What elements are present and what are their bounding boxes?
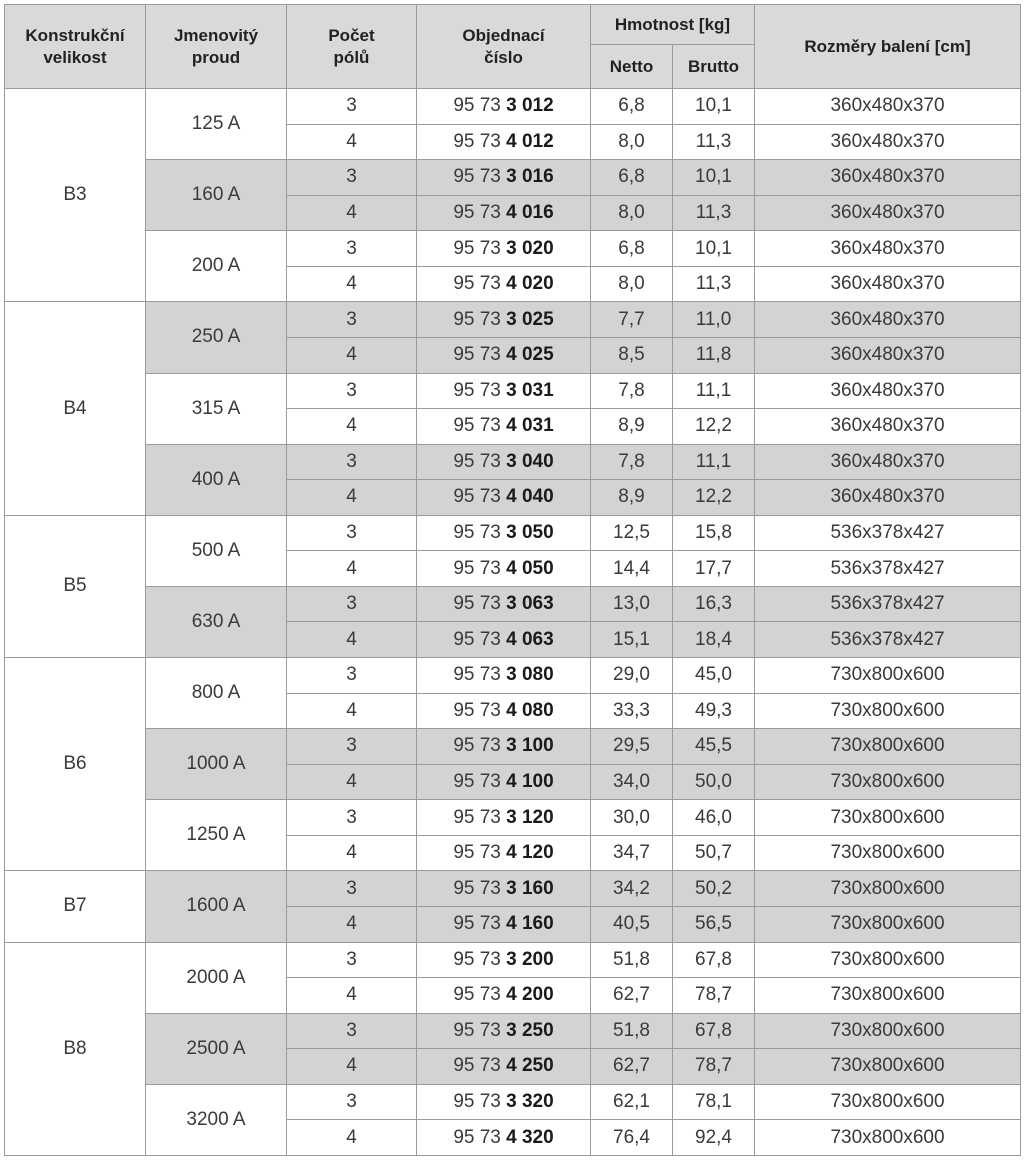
table-body: [5, 89, 1021, 1156]
net-weight-cell: 8,9: [591, 409, 673, 445]
order-suffix: 3 100: [506, 735, 554, 757]
order-prefix: 95 73: [453, 237, 507, 259]
poles-cell: 3: [287, 1013, 417, 1049]
current-cell: 1600 A: [146, 871, 287, 942]
table-row: [5, 871, 1021, 907]
net-weight-cell: 51,8: [591, 942, 673, 978]
header-poles: Počet pólů: [287, 5, 417, 89]
order-suffix: 3 040: [506, 450, 554, 472]
net-weight-cell: 62,7: [591, 1049, 673, 1085]
order-prefix: 95 73: [453, 95, 507, 117]
dimensions-cell: 360x480x370: [755, 89, 1021, 125]
poles-cell: 4: [287, 266, 417, 302]
net-weight-cell: 30,0: [591, 800, 673, 836]
net-weight-cell: 15,1: [591, 622, 673, 658]
order-prefix: 95 73: [453, 806, 507, 828]
order-suffix: 4 200: [506, 984, 554, 1006]
size-cell: B4: [5, 302, 146, 515]
order-number-cell: [417, 978, 591, 1014]
dimensions-cell: 360x480x370: [755, 195, 1021, 231]
poles-cell: 3: [287, 160, 417, 196]
header-current: Jmenovitý proud: [146, 5, 287, 89]
order-number-cell: [417, 1013, 591, 1049]
net-weight-cell: 29,0: [591, 658, 673, 694]
net-weight-cell: 7,8: [591, 444, 673, 480]
current-cell: 160 A: [146, 160, 287, 231]
order-prefix: 95 73: [453, 522, 507, 544]
order-suffix: 3 025: [506, 308, 554, 330]
dimensions-cell: 730x800x600: [755, 693, 1021, 729]
table-row: [5, 942, 1021, 978]
order-number-cell: [417, 729, 591, 765]
table-row: [5, 729, 1021, 765]
order-suffix: 3 012: [506, 95, 554, 117]
order-prefix: 95 73: [453, 415, 507, 437]
size-cell: B3: [5, 89, 146, 302]
current-cell: 2500 A: [146, 1013, 287, 1084]
header-dimensions: Rozměry balení [cm]: [755, 5, 1021, 89]
order-suffix: 4 063: [506, 628, 554, 650]
poles-cell: 4: [287, 337, 417, 373]
order-number-cell: [417, 515, 591, 551]
current-cell: 1000 A: [146, 729, 287, 800]
order-suffix: 4 040: [506, 486, 554, 508]
size-cell: B8: [5, 942, 146, 1156]
table-row: [5, 89, 1021, 125]
net-weight-cell: 8,0: [591, 266, 673, 302]
poles-cell: 3: [287, 658, 417, 694]
poles-cell: 4: [287, 978, 417, 1014]
poles-cell: 4: [287, 551, 417, 587]
current-cell: 250 A: [146, 302, 287, 373]
order-number-cell: [417, 1084, 591, 1120]
order-suffix: 4 100: [506, 770, 554, 792]
gross-weight-cell: 67,8: [673, 942, 755, 978]
poles-cell: 4: [287, 693, 417, 729]
dimensions-cell: 360x480x370: [755, 231, 1021, 267]
dimensions-cell: 536x378x427: [755, 622, 1021, 658]
dimensions-cell: 360x480x370: [755, 266, 1021, 302]
net-weight-cell: 8,9: [591, 480, 673, 516]
order-prefix: 95 73: [453, 486, 507, 508]
net-weight-cell: 76,4: [591, 1120, 673, 1156]
header-order-number: Objednací číslo: [417, 5, 591, 89]
dimensions-cell: 730x800x600: [755, 1120, 1021, 1156]
order-suffix: 3 120: [506, 806, 554, 828]
poles-cell: 3: [287, 231, 417, 267]
net-weight-cell: 14,4: [591, 551, 673, 587]
net-weight-cell: 6,8: [591, 231, 673, 267]
order-number-cell: [417, 835, 591, 871]
gross-weight-cell: 78,1: [673, 1084, 755, 1120]
order-prefix: 95 73: [453, 344, 507, 366]
dimensions-cell: 730x800x600: [755, 800, 1021, 836]
gross-weight-cell: 67,8: [673, 1013, 755, 1049]
dimensions-cell: 730x800x600: [755, 871, 1021, 907]
order-suffix: 4 080: [506, 699, 554, 721]
order-suffix: 3 020: [506, 237, 554, 259]
order-number-cell: [417, 124, 591, 160]
gross-weight-cell: 18,4: [673, 622, 755, 658]
order-number-cell: [417, 764, 591, 800]
gross-weight-cell: 11,0: [673, 302, 755, 338]
order-suffix: 3 200: [506, 948, 554, 970]
order-prefix: 95 73: [453, 166, 507, 188]
poles-cell: 3: [287, 729, 417, 765]
order-prefix: 95 73: [453, 770, 507, 792]
order-prefix: 95 73: [453, 593, 507, 615]
order-prefix: 95 73: [453, 557, 507, 579]
dimensions-cell: 730x800x600: [755, 729, 1021, 765]
net-weight-cell: 34,0: [591, 764, 673, 800]
order-number-cell: [417, 195, 591, 231]
net-weight-cell: 40,5: [591, 906, 673, 942]
net-weight-cell: 34,7: [591, 835, 673, 871]
dimensions-cell: 730x800x600: [755, 658, 1021, 694]
order-suffix: 4 160: [506, 913, 554, 935]
net-weight-cell: 8,0: [591, 124, 673, 160]
gross-weight-cell: 78,7: [673, 978, 755, 1014]
gross-weight-cell: 10,1: [673, 89, 755, 125]
order-prefix: 95 73: [453, 1055, 507, 1077]
table-row: [5, 302, 1021, 338]
gross-weight-cell: 46,0: [673, 800, 755, 836]
current-cell: 400 A: [146, 444, 287, 515]
table-row: [5, 658, 1021, 694]
order-number-cell: [417, 551, 591, 587]
size-cell: B5: [5, 515, 146, 657]
poles-cell: 3: [287, 373, 417, 409]
net-weight-cell: 6,8: [591, 160, 673, 196]
gross-weight-cell: 15,8: [673, 515, 755, 551]
poles-cell: 4: [287, 764, 417, 800]
order-prefix: 95 73: [453, 450, 507, 472]
poles-cell: 4: [287, 1120, 417, 1156]
net-weight-cell: 62,7: [591, 978, 673, 1014]
dimensions-cell: 360x480x370: [755, 444, 1021, 480]
header-weight: Hmotnost [kg]: [591, 5, 755, 45]
order-suffix: 3 250: [506, 1019, 554, 1041]
net-weight-cell: 62,1: [591, 1084, 673, 1120]
dimensions-cell: 730x800x600: [755, 942, 1021, 978]
poles-cell: 3: [287, 302, 417, 338]
order-number-cell: [417, 658, 591, 694]
poles-cell: 3: [287, 89, 417, 125]
order-suffix: 4 250: [506, 1055, 554, 1077]
order-suffix: 3 050: [506, 522, 554, 544]
gross-weight-cell: 50,2: [673, 871, 755, 907]
order-number-cell: [417, 1120, 591, 1156]
dimensions-cell: 536x378x427: [755, 515, 1021, 551]
table-row: [5, 373, 1021, 409]
order-prefix: 95 73: [453, 628, 507, 650]
gross-weight-cell: 11,3: [673, 266, 755, 302]
order-number-cell: [417, 231, 591, 267]
gross-weight-cell: 92,4: [673, 1120, 755, 1156]
order-number-cell: [417, 373, 591, 409]
dimensions-cell: 536x378x427: [755, 586, 1021, 622]
order-prefix: 95 73: [453, 984, 507, 1006]
order-suffix: 4 031: [506, 415, 554, 437]
order-suffix: 3 320: [506, 1091, 554, 1113]
order-number-cell: [417, 444, 591, 480]
current-cell: 315 A: [146, 373, 287, 444]
order-prefix: 95 73: [453, 1019, 507, 1041]
header-net: Netto: [591, 45, 673, 89]
order-prefix: 95 73: [453, 735, 507, 757]
order-prefix: 95 73: [453, 664, 507, 686]
order-prefix: 95 73: [453, 1091, 507, 1113]
gross-weight-cell: 11,8: [673, 337, 755, 373]
net-weight-cell: 13,0: [591, 586, 673, 622]
gross-weight-cell: 11,1: [673, 373, 755, 409]
poles-cell: 3: [287, 586, 417, 622]
order-prefix: 95 73: [453, 877, 507, 899]
net-weight-cell: 51,8: [591, 1013, 673, 1049]
order-prefix: 95 73: [453, 308, 507, 330]
header-gross: Brutto: [673, 45, 755, 89]
table-row: [5, 231, 1021, 267]
size-cell: B6: [5, 658, 146, 871]
gross-weight-cell: 45,0: [673, 658, 755, 694]
poles-cell: 4: [287, 622, 417, 658]
gross-weight-cell: 11,3: [673, 124, 755, 160]
order-number-cell: [417, 266, 591, 302]
current-cell: 630 A: [146, 586, 287, 657]
table-row: [5, 800, 1021, 836]
current-cell: 2000 A: [146, 942, 287, 1013]
poles-cell: 3: [287, 871, 417, 907]
table-row: [5, 586, 1021, 622]
order-number-cell: [417, 800, 591, 836]
order-number-cell: [417, 160, 591, 196]
order-number-cell: [417, 693, 591, 729]
dimensions-cell: 536x378x427: [755, 551, 1021, 587]
order-suffix: 4 025: [506, 344, 554, 366]
table-row: [5, 160, 1021, 196]
order-number-cell: [417, 906, 591, 942]
dimensions-cell: 360x480x370: [755, 302, 1021, 338]
poles-cell: 3: [287, 1084, 417, 1120]
current-cell: 200 A: [146, 231, 287, 302]
net-weight-cell: 7,7: [591, 302, 673, 338]
current-cell: 500 A: [146, 515, 287, 586]
dimensions-cell: 360x480x370: [755, 480, 1021, 516]
order-suffix: 4 120: [506, 842, 554, 864]
order-suffix: 3 160: [506, 877, 554, 899]
order-prefix: 95 73: [453, 842, 507, 864]
order-prefix: 95 73: [453, 1126, 507, 1148]
current-cell: 1250 A: [146, 800, 287, 871]
poles-cell: 3: [287, 444, 417, 480]
poles-cell: 4: [287, 409, 417, 445]
gross-weight-cell: 16,3: [673, 586, 755, 622]
order-number-cell: [417, 302, 591, 338]
net-weight-cell: 33,3: [591, 693, 673, 729]
gross-weight-cell: 17,7: [673, 551, 755, 587]
poles-cell: 4: [287, 835, 417, 871]
gross-weight-cell: 11,1: [673, 444, 755, 480]
order-suffix: 3 031: [506, 379, 554, 401]
dimensions-cell: 360x480x370: [755, 337, 1021, 373]
order-suffix: 3 016: [506, 166, 554, 188]
order-prefix: 95 73: [453, 699, 507, 721]
poles-cell: 4: [287, 1049, 417, 1085]
order-prefix: 95 73: [453, 201, 507, 223]
dimensions-cell: 730x800x600: [755, 835, 1021, 871]
dimensions-cell: 730x800x600: [755, 1084, 1021, 1120]
order-number-cell: [417, 480, 591, 516]
poles-cell: 4: [287, 480, 417, 516]
net-weight-cell: 34,2: [591, 871, 673, 907]
current-cell: 3200 A: [146, 1084, 287, 1155]
dimensions-cell: 730x800x600: [755, 978, 1021, 1014]
order-number-cell: [417, 89, 591, 125]
poles-cell: 4: [287, 124, 417, 160]
poles-cell: 3: [287, 942, 417, 978]
gross-weight-cell: 11,3: [673, 195, 755, 231]
table-row: [5, 515, 1021, 551]
order-suffix: 4 320: [506, 1126, 554, 1148]
gross-weight-cell: 12,2: [673, 409, 755, 445]
net-weight-cell: 6,8: [591, 89, 673, 125]
dimensions-cell: 360x480x370: [755, 160, 1021, 196]
order-prefix: 95 73: [453, 130, 507, 152]
order-suffix: 4 050: [506, 557, 554, 579]
net-weight-cell: 7,8: [591, 373, 673, 409]
poles-cell: 4: [287, 906, 417, 942]
dimensions-cell: 360x480x370: [755, 124, 1021, 160]
order-number-cell: [417, 409, 591, 445]
dimensions-cell: 730x800x600: [755, 1049, 1021, 1085]
current-cell: 800 A: [146, 658, 287, 729]
gross-weight-cell: 50,0: [673, 764, 755, 800]
gross-weight-cell: 45,5: [673, 729, 755, 765]
order-number-cell: [417, 942, 591, 978]
gross-weight-cell: 50,7: [673, 835, 755, 871]
net-weight-cell: 12,5: [591, 515, 673, 551]
header-size: Konstrukční velikost: [5, 5, 146, 89]
net-weight-cell: 8,0: [591, 195, 673, 231]
order-number-cell: [417, 337, 591, 373]
dimensions-cell: 730x800x600: [755, 764, 1021, 800]
gross-weight-cell: 49,3: [673, 693, 755, 729]
table-row: [5, 444, 1021, 480]
dimensions-cell: 360x480x370: [755, 373, 1021, 409]
net-weight-cell: 29,5: [591, 729, 673, 765]
poles-cell: 3: [287, 515, 417, 551]
current-cell: 125 A: [146, 89, 287, 160]
order-suffix: 4 020: [506, 273, 554, 295]
order-prefix: 95 73: [453, 379, 507, 401]
poles-cell: 3: [287, 800, 417, 836]
order-number-cell: [417, 622, 591, 658]
poles-cell: 4: [287, 195, 417, 231]
table-row: [5, 1013, 1021, 1049]
table-header: [5, 5, 1021, 89]
gross-weight-cell: 10,1: [673, 231, 755, 267]
dimensions-cell: 730x800x600: [755, 906, 1021, 942]
order-suffix: 4 012: [506, 130, 554, 152]
order-prefix: 95 73: [453, 273, 507, 295]
order-number-cell: [417, 1049, 591, 1085]
gross-weight-cell: 78,7: [673, 1049, 755, 1085]
dimensions-cell: 360x480x370: [755, 409, 1021, 445]
gross-weight-cell: 12,2: [673, 480, 755, 516]
size-cell: B7: [5, 871, 146, 942]
gross-weight-cell: 56,5: [673, 906, 755, 942]
dimensions-cell: 730x800x600: [755, 1013, 1021, 1049]
table-row: [5, 1084, 1021, 1120]
order-number-cell: [417, 586, 591, 622]
net-weight-cell: 8,5: [591, 337, 673, 373]
order-suffix: 4 016: [506, 201, 554, 223]
order-suffix: 3 063: [506, 593, 554, 615]
gross-weight-cell: 10,1: [673, 160, 755, 196]
order-suffix: 3 080: [506, 664, 554, 686]
product-spec-table: [4, 4, 1021, 1156]
order-number-cell: [417, 871, 591, 907]
order-prefix: 95 73: [453, 948, 507, 970]
order-prefix: 95 73: [453, 913, 507, 935]
